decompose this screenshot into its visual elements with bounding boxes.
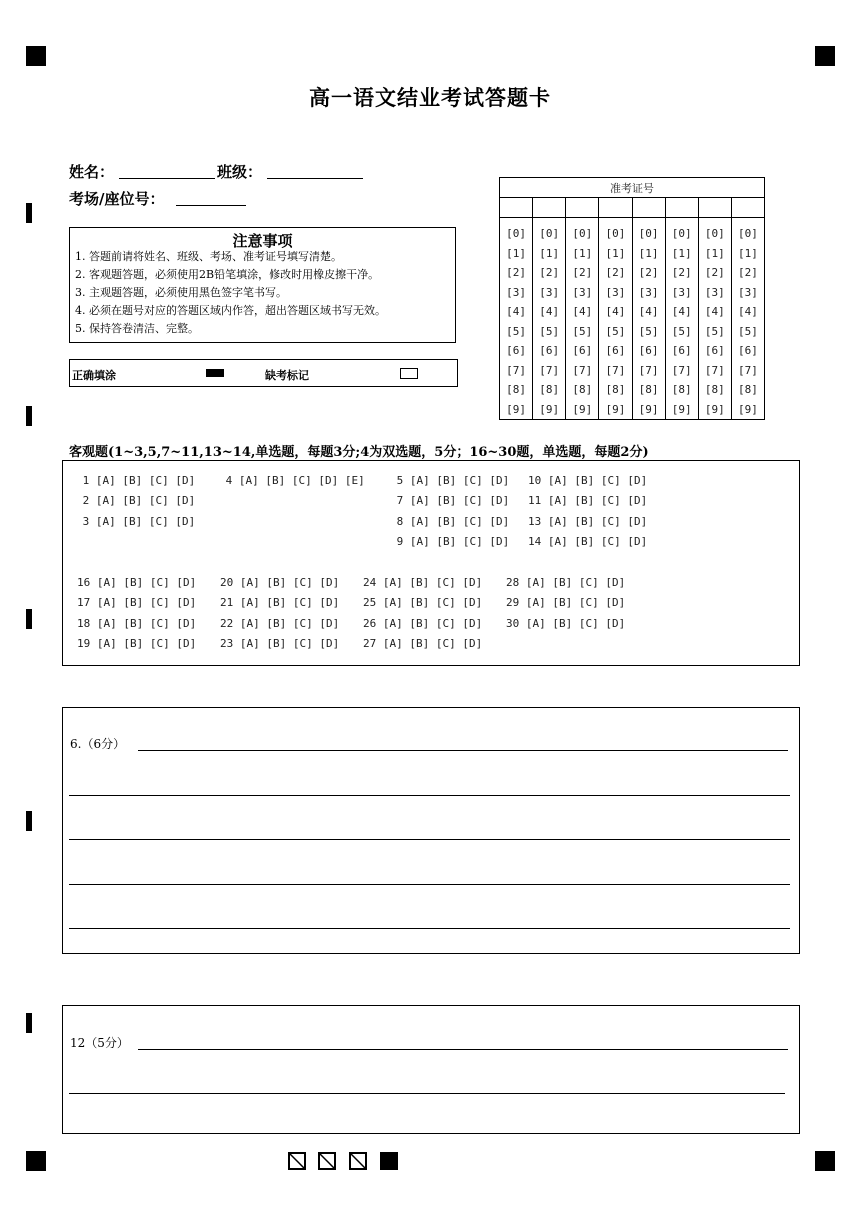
answer-line[interactable]	[69, 839, 790, 840]
digit-bubble[interactable]: [3]	[506, 285, 526, 299]
q6-answer-area[interactable]	[62, 707, 800, 954]
digit-bubble[interactable]: [8]	[704, 383, 725, 396]
question-row-14[interactable]: 14 [A] [B] [C] [D]	[528, 535, 648, 548]
digit-bubble[interactable]: [4]	[506, 305, 526, 318]
exam-number-write-cell[interactable]	[533, 198, 566, 218]
digit-bubble[interactable]: [9]	[671, 402, 692, 416]
exam-number-write-cell[interactable]	[599, 198, 632, 218]
digit-bubble[interactable]: [1]	[506, 246, 526, 260]
digit-bubble[interactable]: [6]	[704, 344, 725, 357]
exam-number-column	[599, 218, 632, 420]
question-row-23[interactable]: 23 [A] [B] [C] [D]	[220, 637, 340, 650]
digit-bubble[interactable]: [0]	[638, 227, 659, 240]
exam-number-grid	[499, 177, 765, 417]
exam-number-column	[533, 218, 566, 420]
digit-bubble[interactable]: [7]	[539, 363, 560, 377]
timing-mark	[26, 1013, 32, 1033]
question-row-10[interactable]: 10 [A] [B] [C] [D]	[528, 474, 648, 487]
page-id-mark-solid	[380, 1152, 398, 1170]
digit-bubble[interactable]: [9]	[572, 402, 593, 416]
exam-number-write-cell[interactable]	[500, 198, 533, 218]
seat-label: 考场/座位号：	[69, 190, 165, 208]
digit-bubble[interactable]: [6]	[638, 344, 659, 357]
q12-answer-area[interactable]	[62, 1005, 800, 1134]
digit-bubble[interactable]: [0]	[572, 227, 593, 240]
page-title: 高一语文结业考试答题卡	[309, 85, 551, 110]
digit-bubble[interactable]: [8]	[605, 383, 626, 396]
digit-bubble[interactable]: [7]	[638, 363, 659, 377]
digit-bubble[interactable]: [0]	[704, 227, 725, 240]
digit-bubble[interactable]: [2]	[738, 266, 758, 279]
question-row-28[interactable]: 28 [A] [B] [C] [D]	[506, 576, 626, 589]
digit-bubble[interactable]: [4]	[738, 305, 758, 318]
notice-title: 注意事项	[232, 232, 293, 250]
objective-answer-area	[62, 460, 800, 666]
question-row-5[interactable]: 5 [A] [B] [C] [D]	[390, 474, 510, 487]
exam-number-column	[632, 218, 665, 420]
question-row-7[interactable]: 7 [A] [B] [C] [D]	[390, 494, 510, 507]
digit-bubble[interactable]: [2]	[506, 266, 526, 279]
answer-line[interactable]	[69, 795, 790, 796]
question-row-24[interactable]: 24 [A] [B] [C] [D]	[363, 576, 483, 589]
page-id-mark-hatched	[318, 1152, 336, 1170]
corner-mark-top-right	[815, 46, 835, 66]
exam-number-write-cell[interactable]	[698, 198, 731, 218]
digit-bubble[interactable]: [2]	[605, 266, 626, 279]
digit-bubble[interactable]: [4]	[539, 305, 560, 318]
digit-bubble[interactable]: [2]	[572, 266, 593, 279]
question-row-4[interactable]: 4 [A] [B] [C] [D] [E]	[219, 474, 365, 487]
digit-bubble[interactable]: [4]	[605, 305, 626, 318]
timing-mark	[26, 811, 32, 831]
digit-bubble[interactable]: [5]	[539, 324, 560, 338]
q12-label: 12（5分）	[70, 1036, 129, 1050]
question-row-3[interactable]: 3 [A] [B] [C] [D]	[76, 515, 196, 528]
class-field[interactable]	[267, 178, 363, 179]
digit-bubble[interactable]: [0]	[671, 227, 692, 240]
digit-bubble[interactable]: [3]	[671, 285, 692, 299]
digit-bubble[interactable]: [3]	[572, 285, 593, 299]
digit-bubble[interactable]: [0]	[506, 227, 526, 240]
exam-number-column	[665, 218, 698, 420]
digit-bubble[interactable]: [1]	[671, 246, 692, 260]
digit-bubble[interactable]: [2]	[704, 266, 725, 279]
digit-bubble[interactable]: [7]	[506, 363, 526, 377]
digit-bubble[interactable]: [6]	[539, 344, 560, 357]
question-row-16[interactable]: 16 [A] [B] [C] [D]	[77, 576, 197, 589]
exam-number-write-cell[interactable]	[632, 198, 665, 218]
digit-bubble[interactable]: [6]	[738, 344, 758, 357]
answer-line[interactable]	[69, 928, 790, 929]
digit-bubble[interactable]: [8]	[638, 383, 659, 396]
answer-line[interactable]	[69, 884, 790, 885]
question-row-25[interactable]: 25 [A] [B] [C] [D]	[363, 596, 483, 609]
timing-mark	[26, 406, 32, 426]
digit-bubble[interactable]: [4]	[572, 305, 593, 318]
question-row-11[interactable]: 11 [A] [B] [C] [D]	[528, 494, 648, 507]
digit-bubble[interactable]: [0]	[738, 227, 758, 240]
digit-bubble[interactable]: [4]	[638, 305, 659, 318]
page-id-mark-hatched	[349, 1152, 367, 1170]
digit-bubble[interactable]: [5]	[704, 324, 725, 338]
class-label: 班级：	[217, 163, 263, 181]
name-label: 姓名：	[69, 163, 115, 181]
digit-bubble[interactable]: [0]	[605, 227, 626, 240]
answer-line[interactable]	[69, 1093, 785, 1094]
question-row-19[interactable]: 19 [A] [B] [C] [D]	[77, 637, 197, 650]
digit-bubble[interactable]: [4]	[704, 305, 725, 318]
digit-bubble[interactable]: [5]	[638, 324, 659, 338]
digit-bubble[interactable]: [5]	[572, 324, 593, 338]
digit-bubble[interactable]: [1]	[704, 246, 725, 260]
seat-field[interactable]	[176, 205, 246, 206]
notice-item: 1. 答题前请将姓名、班级、考场、准考证号填写清楚。	[75, 250, 342, 263]
digit-bubble[interactable]: [9]	[605, 402, 626, 416]
corner-mark-bottom-right	[815, 1151, 835, 1171]
notice-box	[69, 227, 456, 343]
digit-bubble[interactable]: [8]	[738, 383, 758, 396]
exam-number-column	[731, 218, 764, 420]
question-row-18[interactable]: 18 [A] [B] [C] [D]	[77, 617, 197, 630]
digit-bubble[interactable]: [6]	[572, 344, 593, 357]
digit-bubble[interactable]: [6]	[605, 344, 626, 357]
digit-bubble[interactable]: [7]	[704, 363, 725, 377]
digit-bubble[interactable]: [3]	[605, 285, 626, 299]
digit-bubble[interactable]: [8]	[572, 383, 593, 396]
question-row-13[interactable]: 13 [A] [B] [C] [D]	[528, 515, 648, 528]
question-row-2[interactable]: 2 [A] [B] [C] [D]	[76, 494, 196, 507]
digit-bubble[interactable]: [4]	[671, 305, 692, 318]
question-row-17[interactable]: 17 [A] [B] [C] [D]	[77, 596, 197, 609]
digit-bubble[interactable]: [3]	[638, 285, 659, 299]
digit-bubble[interactable]: [1]	[638, 246, 659, 260]
digit-bubble[interactable]: [8]	[506, 383, 526, 396]
digit-bubble[interactable]: [1]	[605, 246, 626, 260]
digit-bubble[interactable]: [3]	[539, 285, 560, 299]
objective-section-title: 客观题(1~3,5,7~11,13~14,单选题，每题3分;4为双选题，5分；16~30题，单选题，每题2分)	[69, 445, 649, 460]
digit-bubble[interactable]: [3]	[738, 285, 758, 299]
digit-bubble[interactable]: [5]	[738, 324, 758, 338]
answer-line[interactable]	[138, 750, 788, 751]
digit-bubble[interactable]: [9]	[506, 402, 526, 416]
question-row-26[interactable]: 26 [A] [B] [C] [D]	[363, 617, 483, 630]
question-row-30[interactable]: 30 [A] [B] [C] [D]	[506, 617, 626, 630]
exam-number-column	[566, 218, 599, 420]
question-row-1[interactable]: 1 [A] [B] [C] [D]	[76, 474, 196, 487]
exam-number-write-cell[interactable]	[731, 198, 764, 218]
digit-bubble[interactable]: [7]	[738, 363, 758, 377]
name-field[interactable]	[119, 178, 215, 179]
digit-bubble[interactable]: [1]	[738, 246, 758, 260]
answer-line[interactable]	[138, 1049, 788, 1050]
digit-bubble[interactable]: [1]	[572, 246, 593, 260]
digit-bubble[interactable]: [8]	[539, 383, 560, 396]
exam-number-write-cell[interactable]	[566, 198, 599, 218]
page-id-mark-hatched	[288, 1152, 306, 1170]
exam-number-header: 准考证号	[500, 178, 765, 198]
digit-bubble[interactable]: [7]	[605, 363, 626, 377]
digit-bubble[interactable]: [8]	[671, 383, 692, 396]
corner-mark-top-left	[26, 46, 46, 66]
question-row-20[interactable]: 20 [A] [B] [C] [D]	[220, 576, 340, 589]
digit-bubble[interactable]: [5]	[605, 324, 626, 338]
digit-bubble[interactable]: [9]	[638, 402, 659, 416]
q6-label: 6.（6分）	[70, 737, 126, 751]
digit-bubble[interactable]: [1]	[539, 246, 560, 260]
exam-number-column	[698, 218, 731, 420]
exam-number-column	[500, 218, 533, 420]
absent-mark-label: 缺考标记	[265, 369, 309, 382]
notice-item: 2. 客观题答题，必须使用2B铅笔填涂，修改时用橡皮擦干净。	[75, 268, 380, 281]
digit-bubble[interactable]: [7]	[671, 363, 692, 377]
digit-bubble[interactable]: [2]	[539, 266, 560, 279]
digit-bubble[interactable]: [5]	[506, 324, 526, 338]
question-row-8[interactable]: 8 [A] [B] [C] [D]	[390, 515, 510, 528]
digit-bubble[interactable]: [7]	[572, 363, 593, 377]
digit-bubble[interactable]: [5]	[671, 324, 692, 338]
digit-bubble[interactable]: [6]	[671, 344, 692, 357]
question-row-27[interactable]: 27 [A] [B] [C] [D]	[363, 637, 483, 650]
question-row-9[interactable]: 9 [A] [B] [C] [D]	[390, 535, 510, 548]
digit-bubble[interactable]: [6]	[506, 344, 526, 357]
corner-mark-bottom-left	[26, 1151, 46, 1171]
digit-bubble[interactable]: [3]	[704, 285, 725, 299]
notice-item: 4. 必须在题号对应的答题区域内作答，超出答题区域书写无效。	[75, 304, 386, 317]
digit-bubble[interactable]: [9]	[738, 402, 758, 416]
exam-number-write-cell[interactable]	[665, 198, 698, 218]
digit-bubble[interactable]: [9]	[704, 402, 725, 416]
notice-item: 5. 保持答卷清洁、完整。	[75, 322, 199, 335]
correct-fill-label: 正确填涂	[72, 369, 116, 382]
filled-bubble-icon	[206, 369, 224, 377]
digit-bubble[interactable]: [2]	[638, 266, 659, 279]
absent-mark-checkbox[interactable]	[400, 368, 418, 379]
notice-item: 3. 主观题答题，必须使用黑色签字笔书写。	[75, 286, 287, 299]
digit-bubble[interactable]: [0]	[539, 227, 560, 240]
digit-bubble[interactable]: [9]	[539, 402, 560, 416]
timing-mark	[26, 203, 32, 223]
question-row-22[interactable]: 22 [A] [B] [C] [D]	[220, 617, 340, 630]
timing-mark	[26, 609, 32, 629]
digit-bubble[interactable]: [2]	[671, 266, 692, 279]
question-row-29[interactable]: 29 [A] [B] [C] [D]	[506, 596, 626, 609]
fill-example-box	[69, 359, 458, 387]
question-row-21[interactable]: 21 [A] [B] [C] [D]	[220, 596, 340, 609]
